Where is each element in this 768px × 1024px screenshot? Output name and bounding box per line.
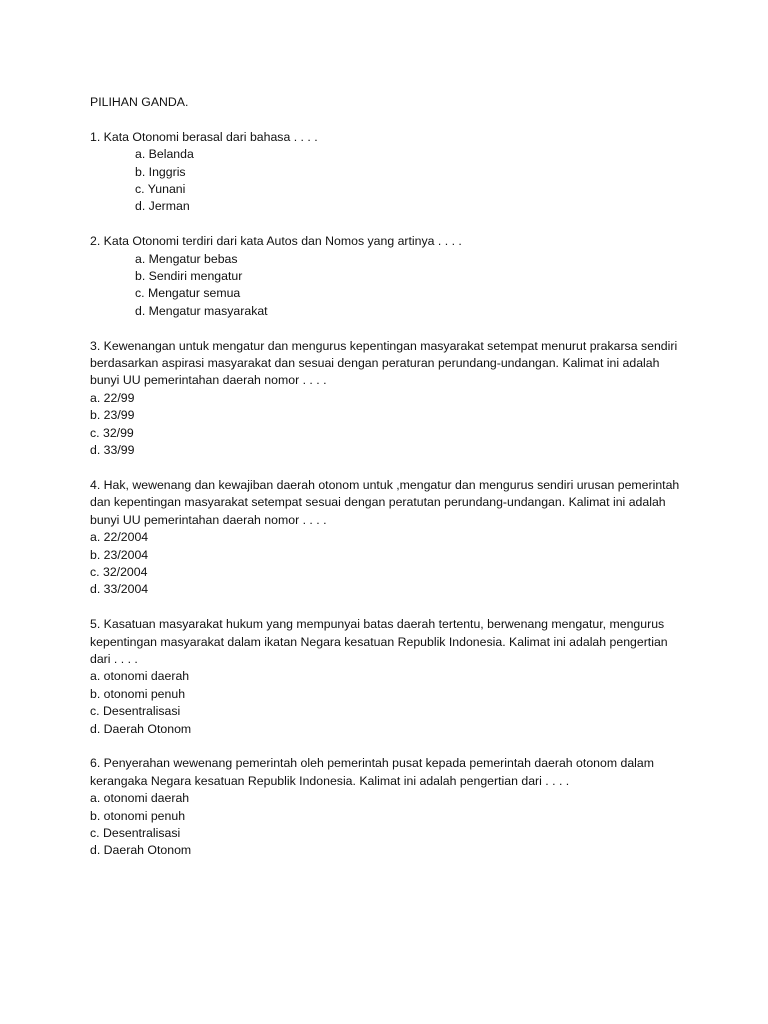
question-1 — [90, 129, 690, 216]
question-text: 2. Kata Otonomi terdiri dari kata Autos dan Nomos yang artinya . . . . — [90, 234, 462, 249]
option-d: d. Daerah Otonom — [90, 843, 192, 858]
option-c: c. Desentralisasi — [90, 704, 181, 719]
option-list — [90, 146, 690, 216]
option-b: b. Inggris — [135, 164, 186, 179]
option-list — [90, 251, 690, 321]
option-c: c. Desentralisasi — [90, 825, 181, 840]
section-heading: PILIHAN GANDA. — [90, 95, 189, 109]
option-d: d. Daerah Otonom — [90, 721, 192, 736]
question-text: 6. Penyerahan wewenang pemerintah oleh pemerintah pusat kepada pemerintah daerah otonom dalam kerangaka Negara kesatuan Republik Indonesia. Kalimat ini adalah pengertian dari . . . . — [90, 756, 654, 788]
option-list — [90, 668, 690, 738]
question-text: 1. Kata Otonomi berasal dari bahasa . . . . — [90, 129, 318, 144]
question-3 — [90, 338, 690, 460]
option-b: b. 23/2004 — [90, 547, 149, 562]
option-a: a. 22/2004 — [90, 530, 149, 545]
question-text: 4. Hak, wewenang dan kewajiban daerah otonom untuk ,mengatur dan mengurus sendiri urusan pemerintah dan kepentingan masyarakat setempat sesuai dengan peratutan perundang-undangan. Kalimat ini adalah bunyi UU pemerintahan daerah nomor . . . . — [90, 477, 680, 527]
option-a: a. 22/99 — [90, 390, 135, 405]
option-b: b. otonomi penuh — [90, 686, 186, 701]
option-d: d. 33/99 — [90, 443, 135, 458]
option-list — [90, 390, 690, 460]
option-b: b. 23/99 — [90, 408, 135, 423]
option-c: c. Mengatur semua — [135, 286, 241, 301]
document-page — [90, 94, 690, 877]
question-text: 5. Kasatuan masyarakat hukum yang mempunyai batas daerah tertentu, berwenang mengatur, mengurus kepentingan masyarakat dalam ikatan Negara kesatuan Republik Indonesia. Kalimat ini adalah pengertian dari . . . . — [90, 617, 668, 666]
question-text: 3. Kewenangan untuk mengatur dan mengurus kepentingan masyarakat setempat menurut prakarsa sendiri berdasarkan aspirasi masyarakat dan sesuai dengan peraturan perundang-undangan. Kalimat ini adalah bunyi UU pemerintahan daerah nomor . . . . — [90, 338, 678, 388]
option-b: b. otonomi penuh — [90, 808, 186, 823]
option-c: c. 32/2004 — [90, 564, 148, 579]
option-c: c. 32/99 — [90, 425, 134, 440]
option-d: d. 33/2004 — [90, 582, 149, 597]
option-a: a. otonomi daerah — [90, 791, 190, 806]
question-6 — [90, 755, 690, 859]
option-d: d. Jerman — [135, 199, 190, 214]
option-a: a. Mengatur bebas — [135, 251, 238, 266]
option-list — [90, 529, 690, 599]
option-b: b. Sendiri mengatur — [135, 269, 243, 284]
option-c: c. Yunani — [135, 182, 186, 197]
question-4 — [90, 477, 690, 599]
question-5 — [90, 616, 690, 738]
option-list — [90, 790, 690, 860]
question-2 — [90, 233, 690, 320]
option-a: a. otonomi daerah — [90, 669, 190, 684]
option-d: d. Mengatur masyarakat — [135, 303, 268, 318]
option-a: a. Belanda — [135, 147, 194, 162]
